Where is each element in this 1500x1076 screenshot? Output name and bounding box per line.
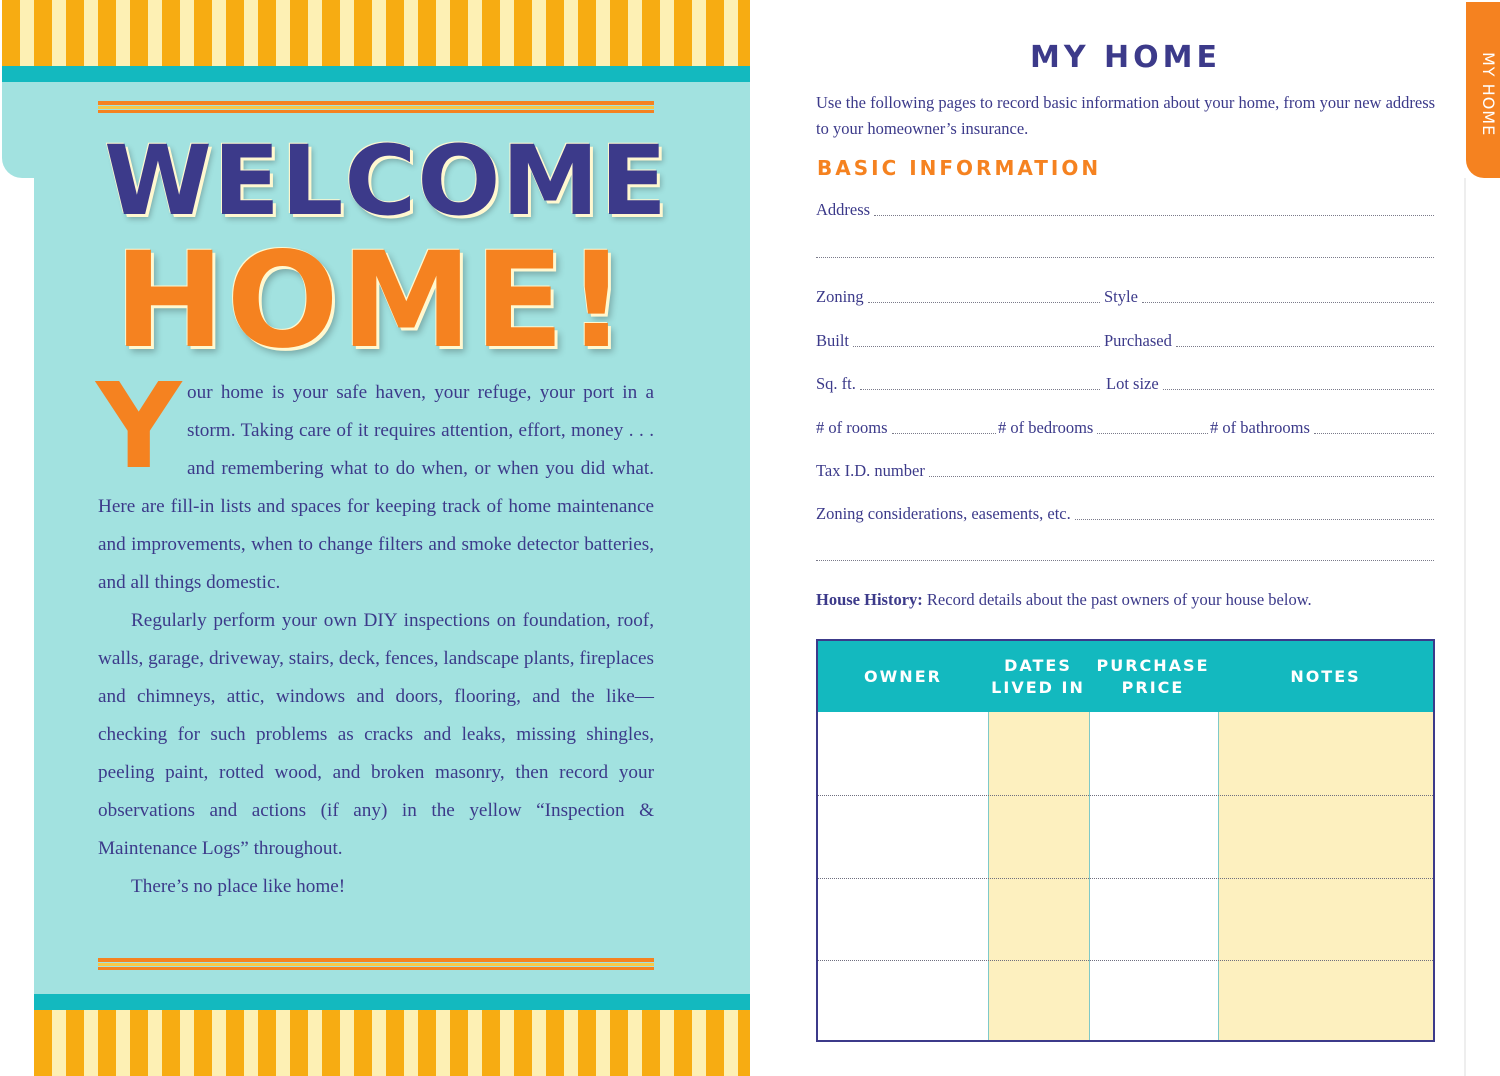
page-edge [1464,178,1466,1076]
bottom-stripe-border [34,1010,750,1076]
header-dates-lived-in: DATES LIVED IN [991,655,1085,697]
built-field[interactable] [816,327,1100,351]
zoning-considerations-field[interactable] [816,500,1434,524]
rooms-label: # of rooms [816,418,888,437]
sq-ft-label: Sq. ft. [816,374,856,393]
zoning-field[interactable] [816,283,1100,307]
sq-ft-field[interactable] [816,370,1100,394]
address-line[interactable] [874,215,1434,216]
address-label: Address [816,200,871,219]
drop-cap: Y [96,357,182,495]
address-line-2[interactable] [816,257,1434,258]
zoning-considerations-line-2[interactable] [816,560,1434,561]
page-title: MY HOME [1030,40,1221,75]
built-label: Built [816,331,850,350]
top-teal-band [2,66,750,82]
purchased-label: Purchased [1104,331,1172,350]
house-history-text: Record details about the past owners of your house below. [922,590,1312,609]
tax-id-label: Tax I.D. number [816,461,925,480]
side-tab-label: MY HOME [1479,52,1498,137]
rooms-line[interactable] [892,433,997,434]
top-stripe-border [2,0,750,66]
table-row-divider [818,960,1433,961]
purchased-line[interactable] [1176,346,1434,347]
zoning-considerations-line[interactable] [1075,519,1434,520]
zoning-label: Zoning [816,287,864,306]
bathrooms-line[interactable] [1314,433,1434,434]
bathrooms-field[interactable] [1210,414,1434,438]
lot-size-label: Lot size [1106,374,1159,393]
bottom-decorative-rule [98,958,654,970]
purchased-field[interactable] [1104,327,1434,351]
house-history-table [816,639,1435,1042]
style-field[interactable] [1104,283,1434,307]
tax-id-line[interactable] [929,476,1434,477]
style-line[interactable] [1142,302,1434,303]
section-heading: BASIC INFORMATION [817,156,1102,180]
paragraph-3: There’s no place like home! [131,876,346,897]
bedrooms-label: # of bedrooms [998,418,1094,437]
top-decorative-rule [98,101,654,113]
house-history-label: House History: [816,590,923,609]
bottom-teal-band [34,994,750,1010]
sq-ft-line[interactable] [860,389,1100,390]
notes-column [1218,712,1433,1040]
header-owner: OWNER [864,666,942,686]
headline-welcome: WELCOME [104,125,668,237]
table-row-divider [818,878,1433,879]
table-row-divider [818,795,1433,796]
rooms-field[interactable] [816,414,996,438]
bedrooms-line[interactable] [1097,433,1208,434]
bedrooms-field[interactable] [998,414,1208,438]
dates-column [988,712,1090,1040]
lot-size-line[interactable] [1163,389,1434,390]
headline-home: HOME! [114,224,629,378]
lot-size-field[interactable] [1106,370,1434,394]
built-line[interactable] [853,346,1100,347]
tax-id-field[interactable] [816,457,1434,481]
address-field[interactable] [816,196,1434,220]
paragraph-2: Regularly perform your own DIY inspections on foundation, roof, walls, garage, driveway, stairs, deck, fences, landscape plants, fireplaces and chimneys, attic, windows and doors, flooring, and the like—checking for such problems as cracks and leaks, missing shingles, peeling paint, rotted wood, and broken masonry, then record your observations and actions (if any) in the yellow “Inspection & Maintenance Logs” throughout. [98,610,654,859]
style-label: Style [1104,287,1138,306]
paragraph-1: our home is your safe haven, your refuge, your port in a storm. Taking care of it requires attention, effort, money . . . and remembering what to do when, or when you did what. Here are fill-in lists and spaces for keeping track of home maintenance and improvements, when to change filters and smoke detector batteries, and all things domestic. [98,382,654,593]
zoning-line[interactable] [868,302,1100,303]
bathrooms-label: # of bathrooms [1210,418,1310,437]
page-intro: Use the following pages to record basic information about your home, from your new address to your homeowner’s insurance. [816,93,1436,138]
header-purchase-price: PURCHASE PRICE [1096,655,1210,697]
zoning-considerations-label: Zoning considerations, easements, etc. [816,504,1071,523]
header-notes: NOTES [1290,666,1361,686]
house-history-note [816,587,1436,613]
